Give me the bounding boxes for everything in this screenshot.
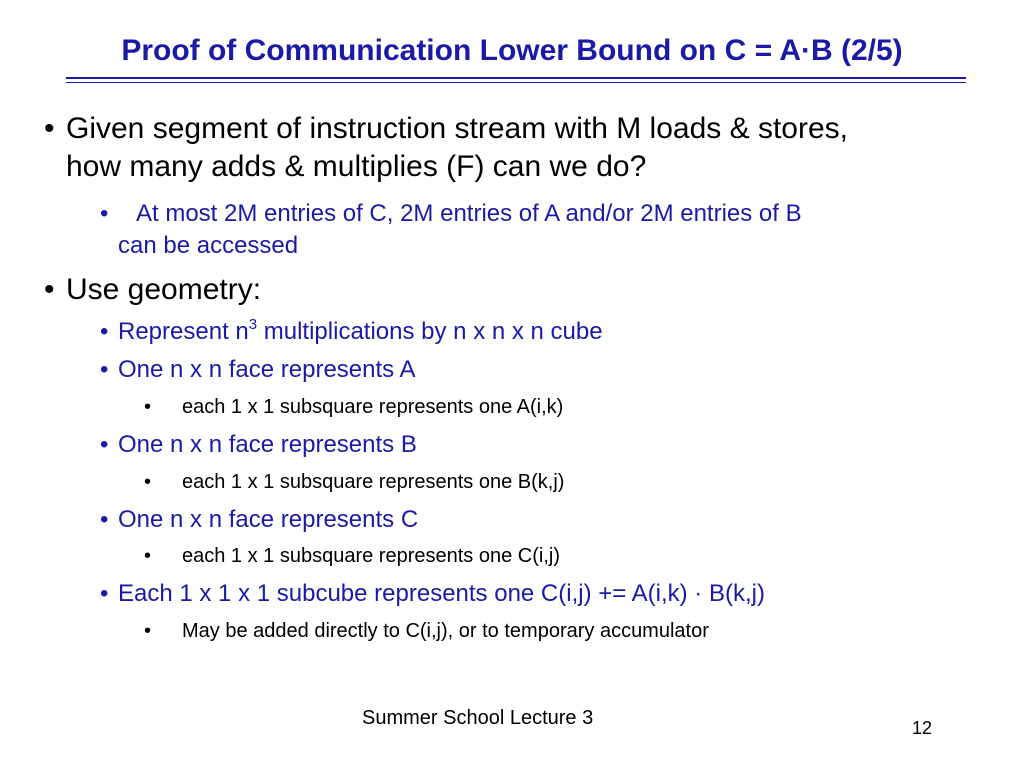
bullet-text: each 1 x 1 subsquare represents one B(k,j) — [182, 471, 565, 493]
bullet-text: One n x n face represents A — [118, 356, 416, 383]
slide-title: Proof of Communication Lower Bound on C = A·B (2/5) — [121, 34, 903, 67]
bullet-marker: • — [144, 396, 152, 418]
bullet-text-line: can be accessed — [118, 232, 299, 259]
bullet-text: each 1 x 1 subsquare represents one A(i,k) — [182, 396, 564, 418]
bullet-marker: • — [100, 356, 109, 383]
bullet-marker: • — [144, 545, 152, 567]
bullet-marker: • — [100, 580, 109, 607]
bullet-text-line: At most 2M entries of C, 2M entries of A and/or 2M entries of B — [136, 200, 802, 227]
bullet-text: May be added directly to C(i,j), or to temporary accumulator — [182, 620, 709, 642]
bullet-text-line: Given segment of instruction stream with M loads & stores, — [66, 112, 848, 145]
bullet-marker: • — [144, 471, 152, 493]
page-number: 12 — [912, 718, 933, 738]
bullet-text: Use geometry: — [66, 273, 262, 306]
bullet-text: One n x n face represents C — [118, 506, 419, 533]
bullet-text — [118, 318, 603, 346]
bullet-text-post: multiplications by n x n x n cube — [257, 318, 603, 345]
bullet-text: One n x n face represents B — [118, 431, 417, 458]
bullet-marker: • — [100, 200, 109, 227]
bullet-marker: • — [100, 318, 109, 345]
bullet-text-pre: Represent n — [118, 318, 249, 345]
bullet-marker: • — [144, 620, 152, 642]
bullet-marker: • — [44, 273, 55, 306]
bullet-text: each 1 x 1 subsquare represents one C(i,j) — [182, 545, 560, 567]
bullet-text-line: how many adds & multiplies (F) can we do? — [66, 150, 647, 183]
bullet-marker: • — [44, 112, 55, 145]
slide-footer: Summer School Lecture 3 — [362, 707, 594, 729]
bullet-marker: • — [100, 506, 109, 533]
superscript: 3 — [248, 316, 258, 333]
bullet-marker: • — [100, 431, 109, 458]
bullet-text: Each 1 x 1 x 1 subcube represents one C(i,j) += A(i,k) · B(k,j) — [118, 580, 765, 607]
